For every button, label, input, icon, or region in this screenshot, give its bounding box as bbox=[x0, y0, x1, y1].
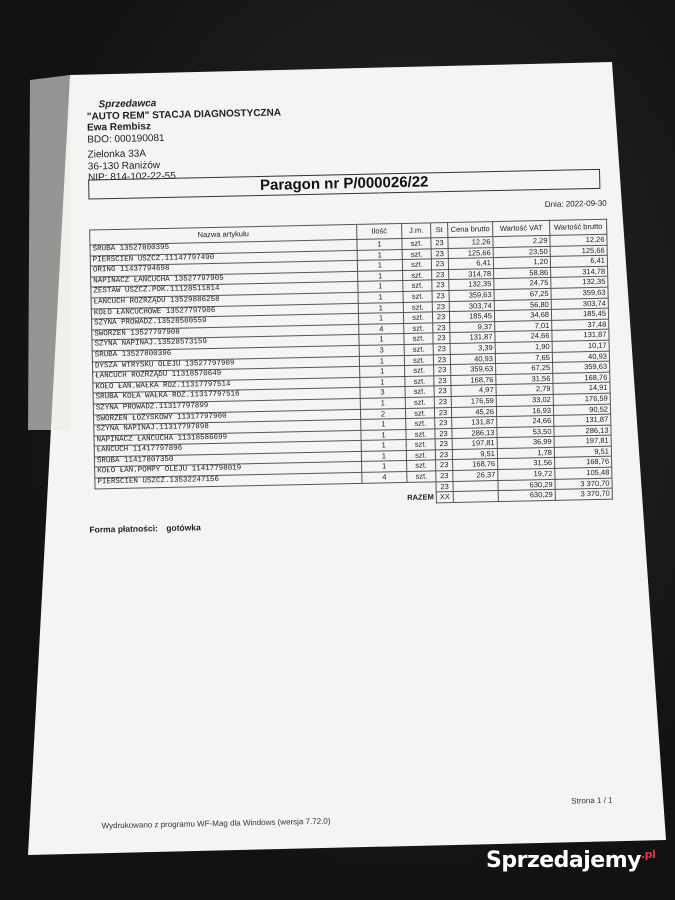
item-vat: 67,25 bbox=[494, 288, 551, 300]
item-vat: 24,75 bbox=[494, 278, 551, 290]
item-gross: 176,59 bbox=[553, 393, 610, 405]
item-rate: 23 bbox=[434, 396, 451, 407]
item-qty: 1 bbox=[357, 249, 402, 261]
item-price: 6,41 bbox=[448, 258, 493, 270]
item-price: 197,81 bbox=[452, 438, 497, 450]
item-gross: 359,63 bbox=[553, 361, 610, 373]
col-header-unit: J.m. bbox=[402, 223, 431, 239]
item-unit: szt. bbox=[407, 460, 436, 471]
item-unit: szt. bbox=[406, 429, 435, 440]
item-unit: szt. bbox=[406, 450, 435, 461]
item-rate: 23 bbox=[436, 460, 453, 471]
item-unit: szt. bbox=[402, 238, 431, 249]
item-vat: 56,80 bbox=[494, 299, 551, 311]
item-gross: 12,26 bbox=[550, 234, 607, 246]
item-name: KOŁO ŁAŃ.POMPY OLEJU 11417798019 bbox=[95, 462, 362, 478]
item-gross: 125,66 bbox=[550, 245, 607, 257]
item-qty: 1 bbox=[360, 376, 405, 388]
item-vat: 7,65 bbox=[495, 352, 552, 364]
item-gross: 6,41 bbox=[550, 255, 607, 267]
item-gross: 168,76 bbox=[553, 372, 610, 384]
item-vat: 7,01 bbox=[495, 320, 552, 332]
item-qty: 4 bbox=[359, 323, 404, 335]
item-vat: 1,20 bbox=[493, 257, 550, 269]
item-unit: szt. bbox=[405, 397, 434, 408]
item-unit: szt. bbox=[405, 365, 434, 376]
item-name: SWORZEŃ ŁOŻYSKOWY 11317797900 bbox=[94, 409, 361, 425]
item-gross: 105,48 bbox=[555, 467, 612, 479]
page-number: Strona 1 / 1 bbox=[571, 795, 613, 806]
item-price: 45,26 bbox=[451, 406, 496, 418]
item-rate: 23 bbox=[435, 449, 452, 460]
item-name: SZYNA NAPINAJ.11317797898 bbox=[94, 419, 361, 435]
item-price: 9,51 bbox=[452, 448, 497, 460]
col-header-qty: Ilość bbox=[357, 224, 402, 240]
item-rate: 23 bbox=[434, 365, 451, 376]
item-rate: 23 bbox=[432, 269, 449, 280]
col-header-rate: St bbox=[431, 223, 448, 238]
item-gross: 131,87 bbox=[552, 330, 609, 342]
item-gross: 90,52 bbox=[553, 404, 610, 416]
total-rate: XX bbox=[436, 492, 453, 503]
item-price: 286,13 bbox=[452, 427, 497, 439]
item-rate: 23 bbox=[434, 386, 451, 397]
item-rate: 23 bbox=[436, 471, 453, 482]
item-vat: 67,25 bbox=[496, 362, 553, 374]
col-header-vat: Wartość VAT bbox=[493, 220, 550, 236]
total-vat: 630,29 bbox=[498, 490, 555, 502]
payment-value: gotówka bbox=[166, 522, 201, 533]
item-name: ŁAŃCUCH ROZRZĄDU 13529886258 bbox=[91, 292, 358, 308]
item-price: 359,63 bbox=[451, 364, 496, 376]
item-name: DYSZA WTRYSKU OLEJU 13527797909 bbox=[92, 356, 359, 372]
item-rate: 23 bbox=[431, 259, 448, 270]
item-qty: 1 bbox=[358, 281, 403, 293]
item-price: 9,37 bbox=[450, 321, 495, 333]
item-unit: szt. bbox=[404, 354, 433, 365]
item-name: ŚRUBA KOŁA WAŁKA ROZ.11317797516 bbox=[93, 388, 360, 404]
item-rate: 23 bbox=[435, 439, 452, 450]
item-unit: szt. bbox=[403, 270, 432, 281]
item-vat: 2,29 bbox=[493, 235, 550, 247]
item-gross: 37,48 bbox=[552, 319, 609, 331]
seller-street: Zielonka 33A bbox=[87, 148, 147, 161]
item-qty: 1 bbox=[361, 419, 406, 431]
item-gross: 14,91 bbox=[553, 382, 610, 394]
item-qty: 1 bbox=[358, 270, 403, 282]
item-vat: 53,50 bbox=[497, 426, 554, 438]
seller-city: 36-130 Raniżów bbox=[87, 159, 161, 173]
item-rate: 23 bbox=[432, 290, 449, 301]
items-table bbox=[89, 219, 613, 511]
item-price: 3,39 bbox=[450, 343, 495, 355]
item-name: NAPINACZ ŁAŃCUCHA 11318586699 bbox=[94, 430, 361, 446]
item-qty: 3 bbox=[360, 387, 405, 399]
item-vat: 33,02 bbox=[496, 394, 553, 406]
item-rate: 23 bbox=[433, 333, 450, 344]
item-unit: szt. bbox=[404, 333, 433, 344]
item-price: 131,87 bbox=[452, 417, 497, 429]
item-unit: szt. bbox=[403, 280, 432, 291]
seller-block bbox=[86, 96, 282, 185]
print-footer: Wydrukowano z programu WF-Mag dla Windows (wersja 7.72.0) bbox=[101, 816, 331, 831]
item-gross: 131,87 bbox=[554, 414, 611, 426]
item-price: 125,66 bbox=[448, 247, 493, 259]
item-qty: 3 bbox=[359, 344, 404, 356]
item-rate: 23 bbox=[434, 407, 451, 418]
item-vat: 1,90 bbox=[495, 341, 552, 353]
payment-label: Forma płatności: bbox=[89, 523, 158, 535]
item-vat: 16,93 bbox=[496, 405, 553, 417]
item-name: ŚRUBA 11417807350 bbox=[94, 451, 361, 467]
item-price: 26,37 bbox=[453, 470, 498, 482]
item-qty: 1 bbox=[361, 450, 406, 462]
item-price: 132,35 bbox=[449, 279, 494, 291]
receipt-date: Dnia: 2022-09-30 bbox=[544, 198, 607, 209]
item-qty: 1 bbox=[358, 302, 403, 314]
item-name: ŁAŃCUCH 11417797896 bbox=[94, 441, 361, 457]
receipt-title: Paragon nr P/000026/22 bbox=[88, 169, 600, 200]
summary-vat: 630,29 bbox=[498, 479, 555, 491]
item-gross: 314,78 bbox=[551, 266, 608, 278]
item-vat: 31,56 bbox=[498, 458, 555, 470]
item-name: ORING 11437794698 bbox=[90, 261, 357, 277]
seller-label: Sprzedawca bbox=[98, 98, 157, 111]
item-price: 176,59 bbox=[451, 395, 496, 407]
total-gross: 3 370,70 bbox=[555, 488, 612, 500]
col-header-price: Cena brutto bbox=[448, 222, 493, 238]
item-vat: 58,86 bbox=[494, 267, 551, 279]
item-name: PIERŚCIEŃ USZCZ.13532247156 bbox=[95, 472, 362, 488]
item-vat: 23,50 bbox=[493, 246, 550, 258]
item-gross: 286,13 bbox=[554, 425, 611, 437]
item-rate: 23 bbox=[432, 312, 449, 323]
item-vat: 24,66 bbox=[495, 331, 552, 343]
item-unit: szt. bbox=[403, 301, 432, 312]
item-unit: szt. bbox=[406, 418, 435, 429]
item-unit: szt. bbox=[403, 312, 432, 323]
col-header-name: Nazwa artykułu bbox=[90, 224, 357, 245]
item-qty: 4 bbox=[362, 472, 407, 484]
item-qty: 1 bbox=[358, 291, 403, 303]
item-qty: 1 bbox=[360, 366, 405, 378]
item-price: 185,45 bbox=[449, 311, 494, 323]
item-qty: 1 bbox=[359, 355, 404, 367]
item-price: 131,87 bbox=[450, 332, 495, 344]
item-rate: 23 bbox=[431, 248, 448, 259]
seller-owner: Ewa Rembisz bbox=[86, 121, 152, 134]
item-name: SZYNA NAPINAJ.13528573159 bbox=[92, 335, 359, 351]
items-body bbox=[90, 234, 612, 488]
item-rate: 23 bbox=[431, 238, 448, 249]
summary-gross: 3 370,70 bbox=[555, 478, 612, 490]
item-gross: 40,93 bbox=[552, 351, 609, 363]
summary-rate: 23 bbox=[436, 481, 453, 492]
item-vat: 1,78 bbox=[497, 447, 554, 459]
item-vat: 24,66 bbox=[497, 415, 554, 427]
item-qty: 2 bbox=[360, 408, 405, 420]
item-unit: szt. bbox=[406, 439, 435, 450]
item-vat: 36,99 bbox=[497, 437, 554, 449]
watermark-text: Sprzedajemy bbox=[486, 848, 641, 873]
item-qty: 1 bbox=[357, 239, 402, 251]
item-gross: 10,17 bbox=[552, 340, 609, 352]
item-price: 359,63 bbox=[449, 290, 494, 302]
item-name: SWORZEŃ 13527797908 bbox=[92, 324, 359, 340]
watermark-logo bbox=[486, 848, 655, 873]
item-gross: 303,74 bbox=[551, 298, 608, 310]
item-unit: szt. bbox=[405, 376, 434, 387]
item-unit: szt. bbox=[405, 386, 434, 397]
item-vat: 2,79 bbox=[496, 384, 553, 396]
item-name: ŚRUBA 13527800395 bbox=[90, 239, 357, 255]
item-name: KOŁO ŁAŃCUCHOWE 13527797906 bbox=[91, 303, 358, 319]
item-rate: 23 bbox=[433, 354, 450, 365]
item-unit: szt. bbox=[402, 248, 431, 259]
item-qty: 1 bbox=[359, 334, 404, 346]
seller-name: "AUTO REM" STACJA DIAGNOSTYCZNA bbox=[86, 107, 282, 123]
item-rate: 23 bbox=[433, 343, 450, 354]
item-name: KOŁO ŁAŃ.WAŁKA ROZ.11317797514 bbox=[93, 377, 360, 393]
item-name: ŚRUBA 13527800396 bbox=[92, 345, 359, 361]
item-vat: 19,72 bbox=[498, 468, 555, 480]
item-name: ŁAŃCUCH ROZRZĄDU 11318570649 bbox=[93, 367, 360, 383]
receipt-sheet bbox=[66, 68, 652, 850]
item-name: NAPINACZ ŁAŃCUCHA 13527797905 bbox=[91, 271, 358, 287]
item-vat: 31,56 bbox=[496, 373, 553, 385]
item-unit: szt. bbox=[405, 407, 434, 418]
item-gross: 185,45 bbox=[551, 308, 608, 320]
item-gross: 132,35 bbox=[551, 277, 608, 289]
item-price: 168,76 bbox=[453, 459, 498, 471]
item-rate: 23 bbox=[432, 280, 449, 291]
item-price: 303,74 bbox=[449, 300, 494, 312]
item-rate: 23 bbox=[433, 322, 450, 333]
item-qty: 1 bbox=[357, 260, 402, 272]
item-qty: 1 bbox=[360, 397, 405, 409]
item-name: SZYNA PROWADZ.11317797899 bbox=[93, 398, 360, 414]
item-rate: 23 bbox=[435, 418, 452, 429]
item-unit: szt. bbox=[402, 259, 431, 270]
item-gross: 359,63 bbox=[551, 287, 608, 299]
watermark-suffix: .pl bbox=[641, 848, 656, 861]
item-gross: 197,81 bbox=[554, 435, 611, 447]
item-qty: 1 bbox=[361, 429, 406, 441]
item-rate: 23 bbox=[434, 375, 451, 386]
payment-method bbox=[89, 522, 201, 534]
item-qty: 1 bbox=[358, 313, 403, 325]
item-qty: 1 bbox=[361, 440, 406, 452]
item-rate: 23 bbox=[435, 428, 452, 439]
item-price: 40,93 bbox=[450, 353, 495, 365]
item-price: 168,76 bbox=[451, 374, 496, 386]
seller-bdo: BDO: 000190081 bbox=[87, 132, 165, 146]
item-unit: szt. bbox=[404, 344, 433, 355]
total-label: RAZEM bbox=[407, 492, 434, 503]
item-price: 4,97 bbox=[451, 385, 496, 397]
item-gross: 168,76 bbox=[555, 457, 612, 469]
item-name: SZYNA PROWADZ.13528580559 bbox=[92, 314, 359, 330]
item-rate: 23 bbox=[432, 301, 449, 312]
item-price: 12,26 bbox=[448, 237, 493, 249]
item-price: 314,78 bbox=[449, 268, 494, 280]
item-gross: 9,51 bbox=[554, 446, 611, 458]
item-name: PIERŚCIEŃ USZCZ.11147797490 bbox=[90, 250, 357, 266]
item-unit: szt. bbox=[407, 471, 436, 482]
col-header-gross: Wartość brutto bbox=[550, 219, 607, 235]
item-unit: szt. bbox=[403, 291, 432, 302]
item-name: ZESTAW USZCZ.POK.11128511814 bbox=[91, 282, 358, 298]
item-unit: szt. bbox=[404, 323, 433, 334]
item-qty: 1 bbox=[362, 461, 407, 473]
item-vat: 34,68 bbox=[494, 310, 551, 322]
seller-nip: NIP: 814-102-22-55 bbox=[87, 170, 176, 184]
